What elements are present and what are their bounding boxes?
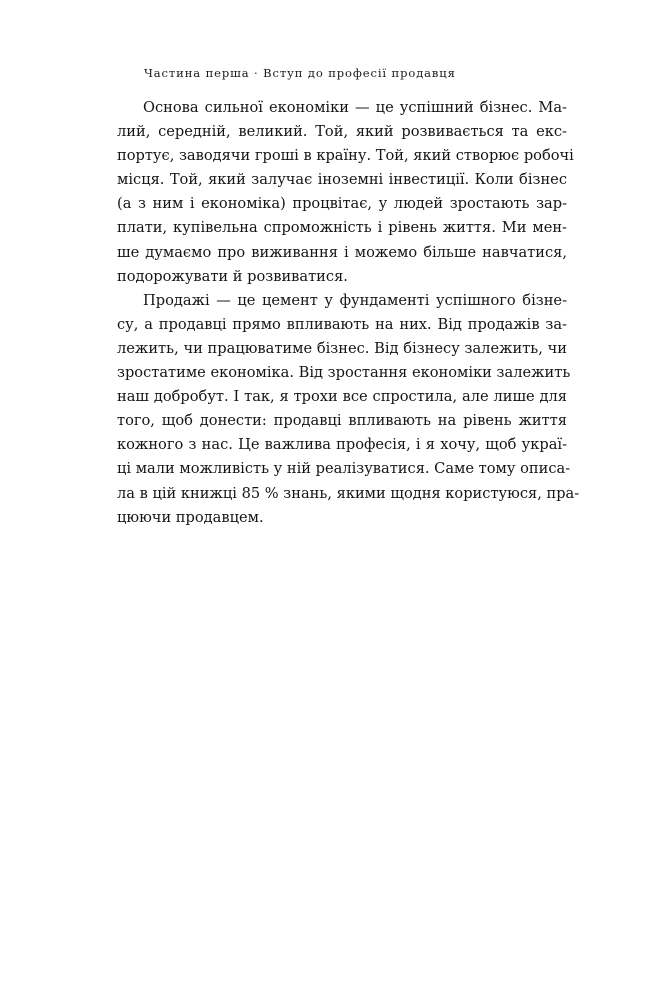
text-line: Продажі — це цемент у фундаменті успішного бізне- bbox=[143, 291, 567, 309]
text-line: плати, купівельна спроможність і рівень життя. Ми мен- bbox=[117, 219, 567, 237]
paragraph-2 bbox=[117, 289, 580, 530]
text-line: того, щоб донести: продавці впливають на рівень життя bbox=[117, 412, 567, 430]
paragraph-1 bbox=[117, 96, 574, 289]
text-line: подорожувати й розвиватися. bbox=[117, 267, 348, 285]
text-line: ці мали можливість у ній реалізуватися. Саме тому описа- bbox=[117, 460, 571, 478]
text-line: кожного з нас. Це важлива професія, і я хочу, щоб украї- bbox=[117, 436, 567, 454]
text-line: (а з ним і економіка) процвітає, у людей зростають зар- bbox=[117, 195, 567, 213]
text-line: Основа сильної економіки — це успішний бізнес. Ма- bbox=[143, 99, 567, 116]
text-line: портує, заводячи гроші в країну. Той, який створює робочі bbox=[117, 147, 574, 165]
text-line: цюючи продавцем. bbox=[117, 508, 264, 526]
text-line: ше думаємо про виживання і можемо більше навчатися, bbox=[117, 243, 567, 261]
body-text bbox=[117, 96, 580, 530]
text-line: су, а продавці прямо впливають на них. Від продажів за- bbox=[117, 315, 567, 333]
text-line: ла в цій книжці 85 % знань, якими щодня користуюся, пра- bbox=[117, 484, 580, 502]
text-line: лежить, чи працюватиме бізнес. Від бізнесу залежить, чи bbox=[117, 339, 567, 357]
text-line: місця. Той, який залучає іноземні інвестиції. Коли бізнес bbox=[117, 171, 567, 189]
text-line: наш добробут. І так, я трохи все спростила, але лише для bbox=[117, 388, 567, 406]
text-line: зростатиме економіка. Від зростання економіки залежить bbox=[117, 364, 571, 382]
text-line: лий, середній, великий. Той, який розвивається та екс- bbox=[117, 123, 567, 141]
running-header: Частина перша · Вступ до професії продавця bbox=[144, 66, 456, 80]
